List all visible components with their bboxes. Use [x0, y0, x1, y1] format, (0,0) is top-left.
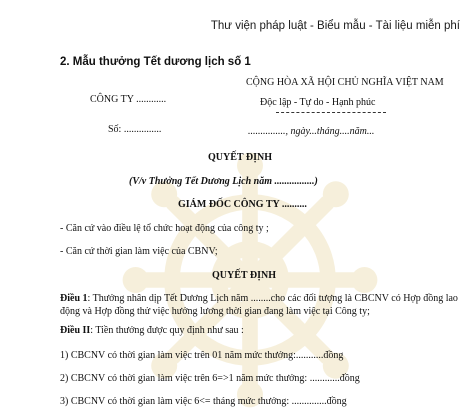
section-title: 2. Mẫu thưởng Tết dương lịch số 1 [60, 56, 251, 68]
reward-item-3: 3) CBCNV có thời gian làm việc 6<= tháng mức thưởng: ..............đồng [60, 396, 347, 407]
national-title: CỘNG HÒA XÃ HỘI CHỦ NGHĨA VIỆT NAM [246, 77, 444, 88]
ground-1: - Căn cứ vào điều lệ tổ chức hoạt động của công ty ; [60, 223, 269, 234]
decision-subject: (V/v Thưởng Tết Dương Lịch năm ................) [129, 176, 318, 187]
article-1 [60, 292, 464, 318]
reward-item-2: 2) CBCNV có thời gian làm việc trên 6=>1 năm mức thưởng: ............đồng [60, 373, 360, 384]
article-1-text: : Thưởng nhân dịp Tết Dương Lịch năm ........cho các đối tượng là CBCNV có Hợp đồng lao động và Hợp đồng thử việc hưởng lương thời gian đang làm việc tại Công ty; [60, 293, 458, 317]
article-2-text: : Tiền thưởng được quy định như sau : [90, 325, 244, 336]
motto-underline [276, 112, 386, 113]
document-number: Số: ............... [108, 124, 162, 135]
date-line: ..............., ngày...tháng....năm... [248, 126, 375, 137]
article-2-label: Điều II [60, 325, 91, 336]
director-title: GIÁM ĐỐC CÔNG TY .......... [178, 199, 307, 210]
reward-item-1: 1) CBCNV có thời gian làm việc trên 01 năm mức thưởng:...........đồng [60, 350, 344, 361]
company-name: CÔNG TY ............ [90, 94, 167, 105]
article-1-label: Điều 1 [60, 293, 88, 304]
decides-heading: QUYẾT ĐỊNH [212, 270, 276, 281]
ground-2: - Căn cứ thời gian làm việc của CBNV; [60, 246, 218, 257]
site-tagline: Thư viện pháp luật - Biểu mẫu - Tài liệu miễn phí [210, 20, 460, 32]
motto: Độc lập - Tự do - Hạnh phúc [260, 97, 376, 108]
article-2 [60, 324, 464, 337]
decision-title: QUYẾT ĐỊNH [208, 152, 272, 163]
